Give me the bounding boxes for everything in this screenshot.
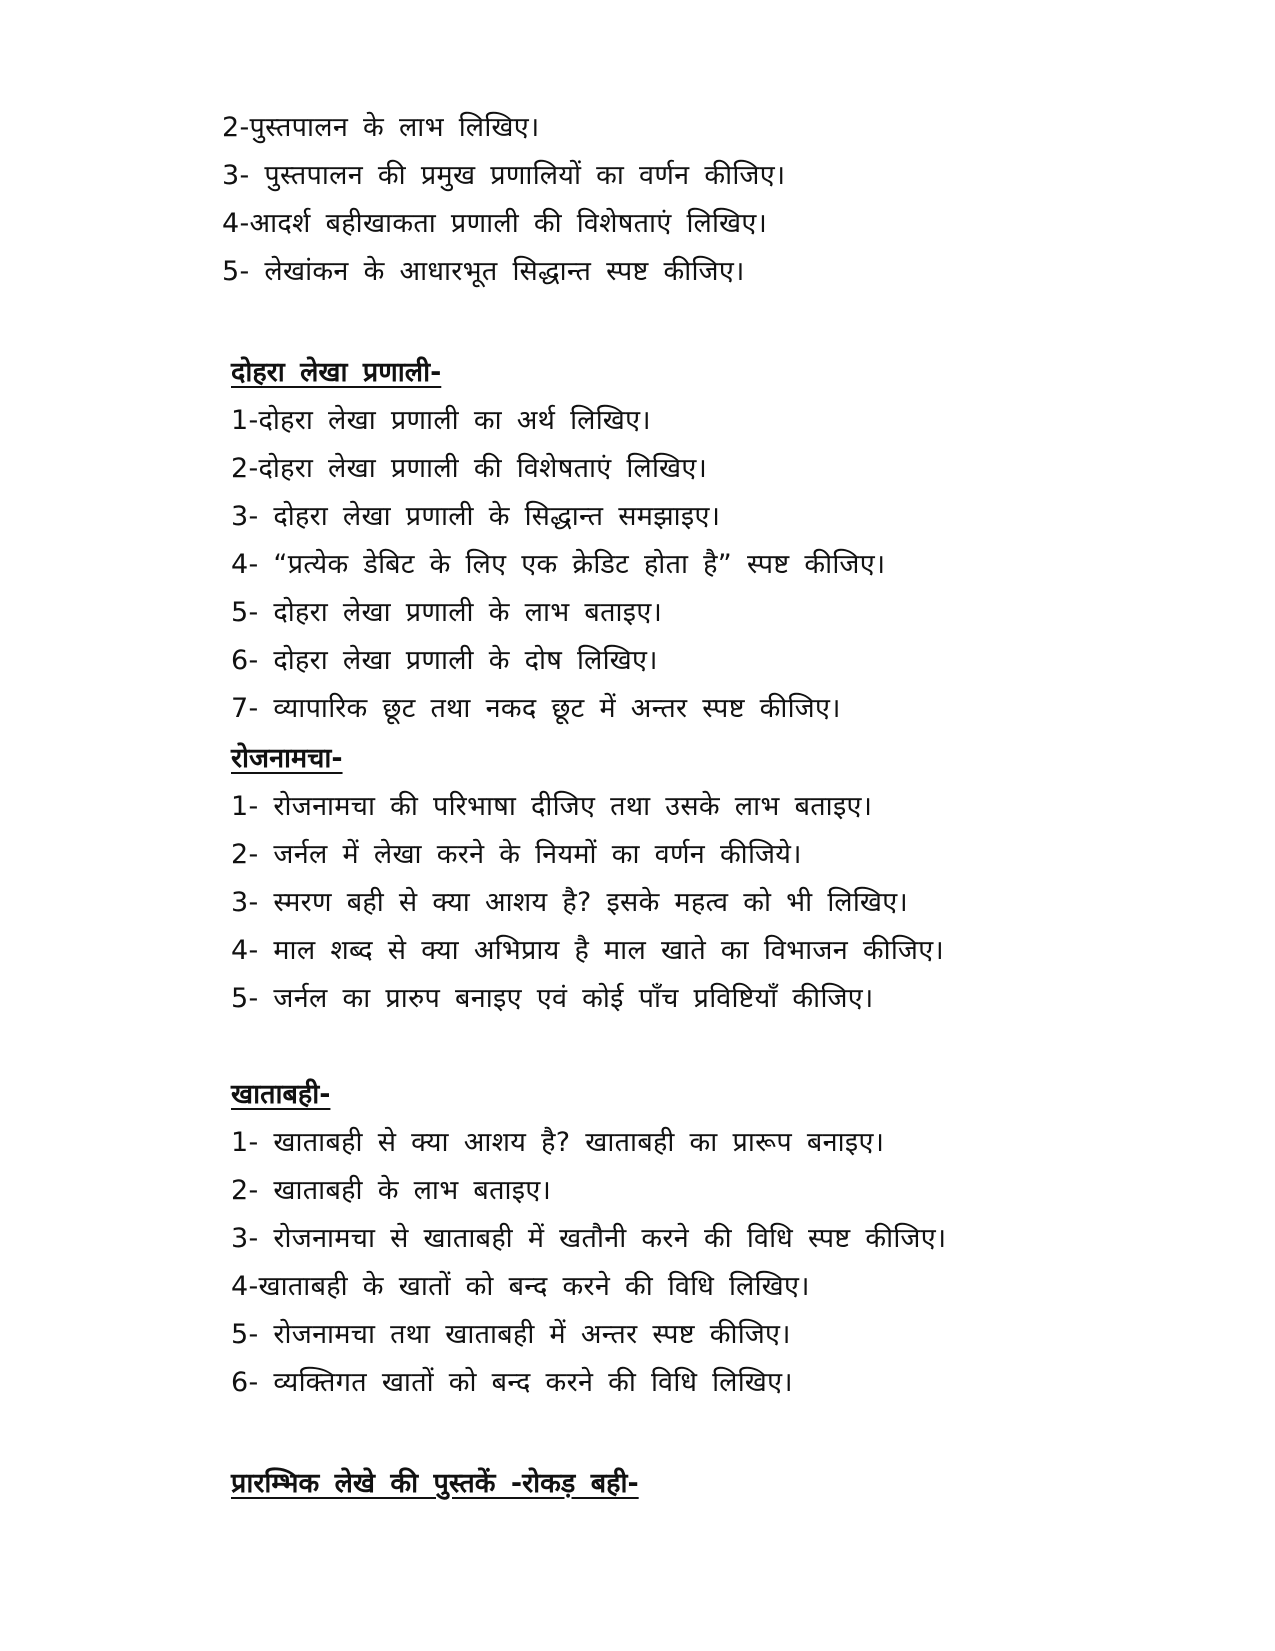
section-double-entry [231,349,1275,733]
question-item: 4- “प्रत्येक डेबिट के लिए एक क्रेडिट होता है” स्पष्ट कीजिए। [231,549,886,580]
section-heading: दोहरा लेखा प्रणाली- [231,357,442,388]
question-item: 5- दोहरा लेखा प्रणाली के लाभ बताइए। [231,597,663,628]
section-heading: रोजनामचा- [231,743,343,774]
question-item: 1-दोहरा लेखा प्रणाली का अर्थ लिखिए। [231,405,651,436]
section-heading: खाताबही- [231,1079,331,1110]
question-item: 5- जर्नल का प्रारुप बनाइए एवं कोई पाँच प्रविष्टियाँ कीजिए। [231,983,874,1014]
question-item: 7- व्यापारिक छूट तथा नकद छूट में अन्तर स्पष्ट कीजिए। [231,693,841,724]
section-cash-book [231,1460,1275,1508]
question-item: 2- खाताबही के लाभ बताइए। [231,1175,552,1206]
question-item: 3- दोहरा लेखा प्रणाली के सिद्धान्त समझाइए। [231,501,721,532]
question-item: 6- दोहरा लेखा प्रणाली के दोष लिखिए। [231,645,658,676]
question-item: 5- लेखांकन के आधारभूत सिद्धान्त स्पष्ट कीजिए। [222,256,745,287]
question-item: 3- स्मरण बही से क्या आशय है? इसके महत्व को भी लिखिए। [231,887,909,918]
question-item: 2-पुस्तपालन के लाभ लिखिए। [222,112,540,143]
question-item: 4-आदर्श बहीखाकता प्रणाली की विशेषताएं लिखिए। [222,208,768,239]
question-item: 4- माल शब्द से क्या अभिप्राय है माल खाते का विभाजन कीजिए। [231,935,945,966]
section-journal [231,735,1275,1023]
question-item: 5- रोजनामचा तथा खाताबही में अन्तर स्पष्ट कीजिए। [231,1319,791,1350]
question-item: 3- रोजनामचा से खाताबही में खतौनी करने की विधि स्पष्ट कीजिए। [231,1223,947,1254]
question-item: 2-दोहरा लेखा प्रणाली की विशेषताएं लिखिए। [231,453,708,484]
question-item: 2- जर्नल में लेखा करने के नियमों का वर्णन कीजिये। [231,839,802,870]
question-item: 4-खाताबही के खातों को बन्द करने की विधि लिखिए। [231,1271,810,1302]
section-ledger [231,1071,1275,1407]
section-heading: प्रारम्भिक लेखे की पुस्तकें -रोकड़ बही- [231,1468,639,1499]
intro-question-list [222,104,1275,296]
question-item: 1- खाताबही से क्या आशय है? खाताबही का प्रारूप बनाइए। [231,1127,885,1158]
question-item: 6- व्यक्तिगत खातों को बन्द करने की विधि लिखिए। [231,1367,793,1398]
question-item: 1- रोजनामचा की परिभाषा दीजिए तथा उसके लाभ बताइए। [231,791,873,822]
question-item: 3- पुस्तपालन की प्रमुख प्रणालियों का वर्णन कीजिए। [222,160,786,191]
